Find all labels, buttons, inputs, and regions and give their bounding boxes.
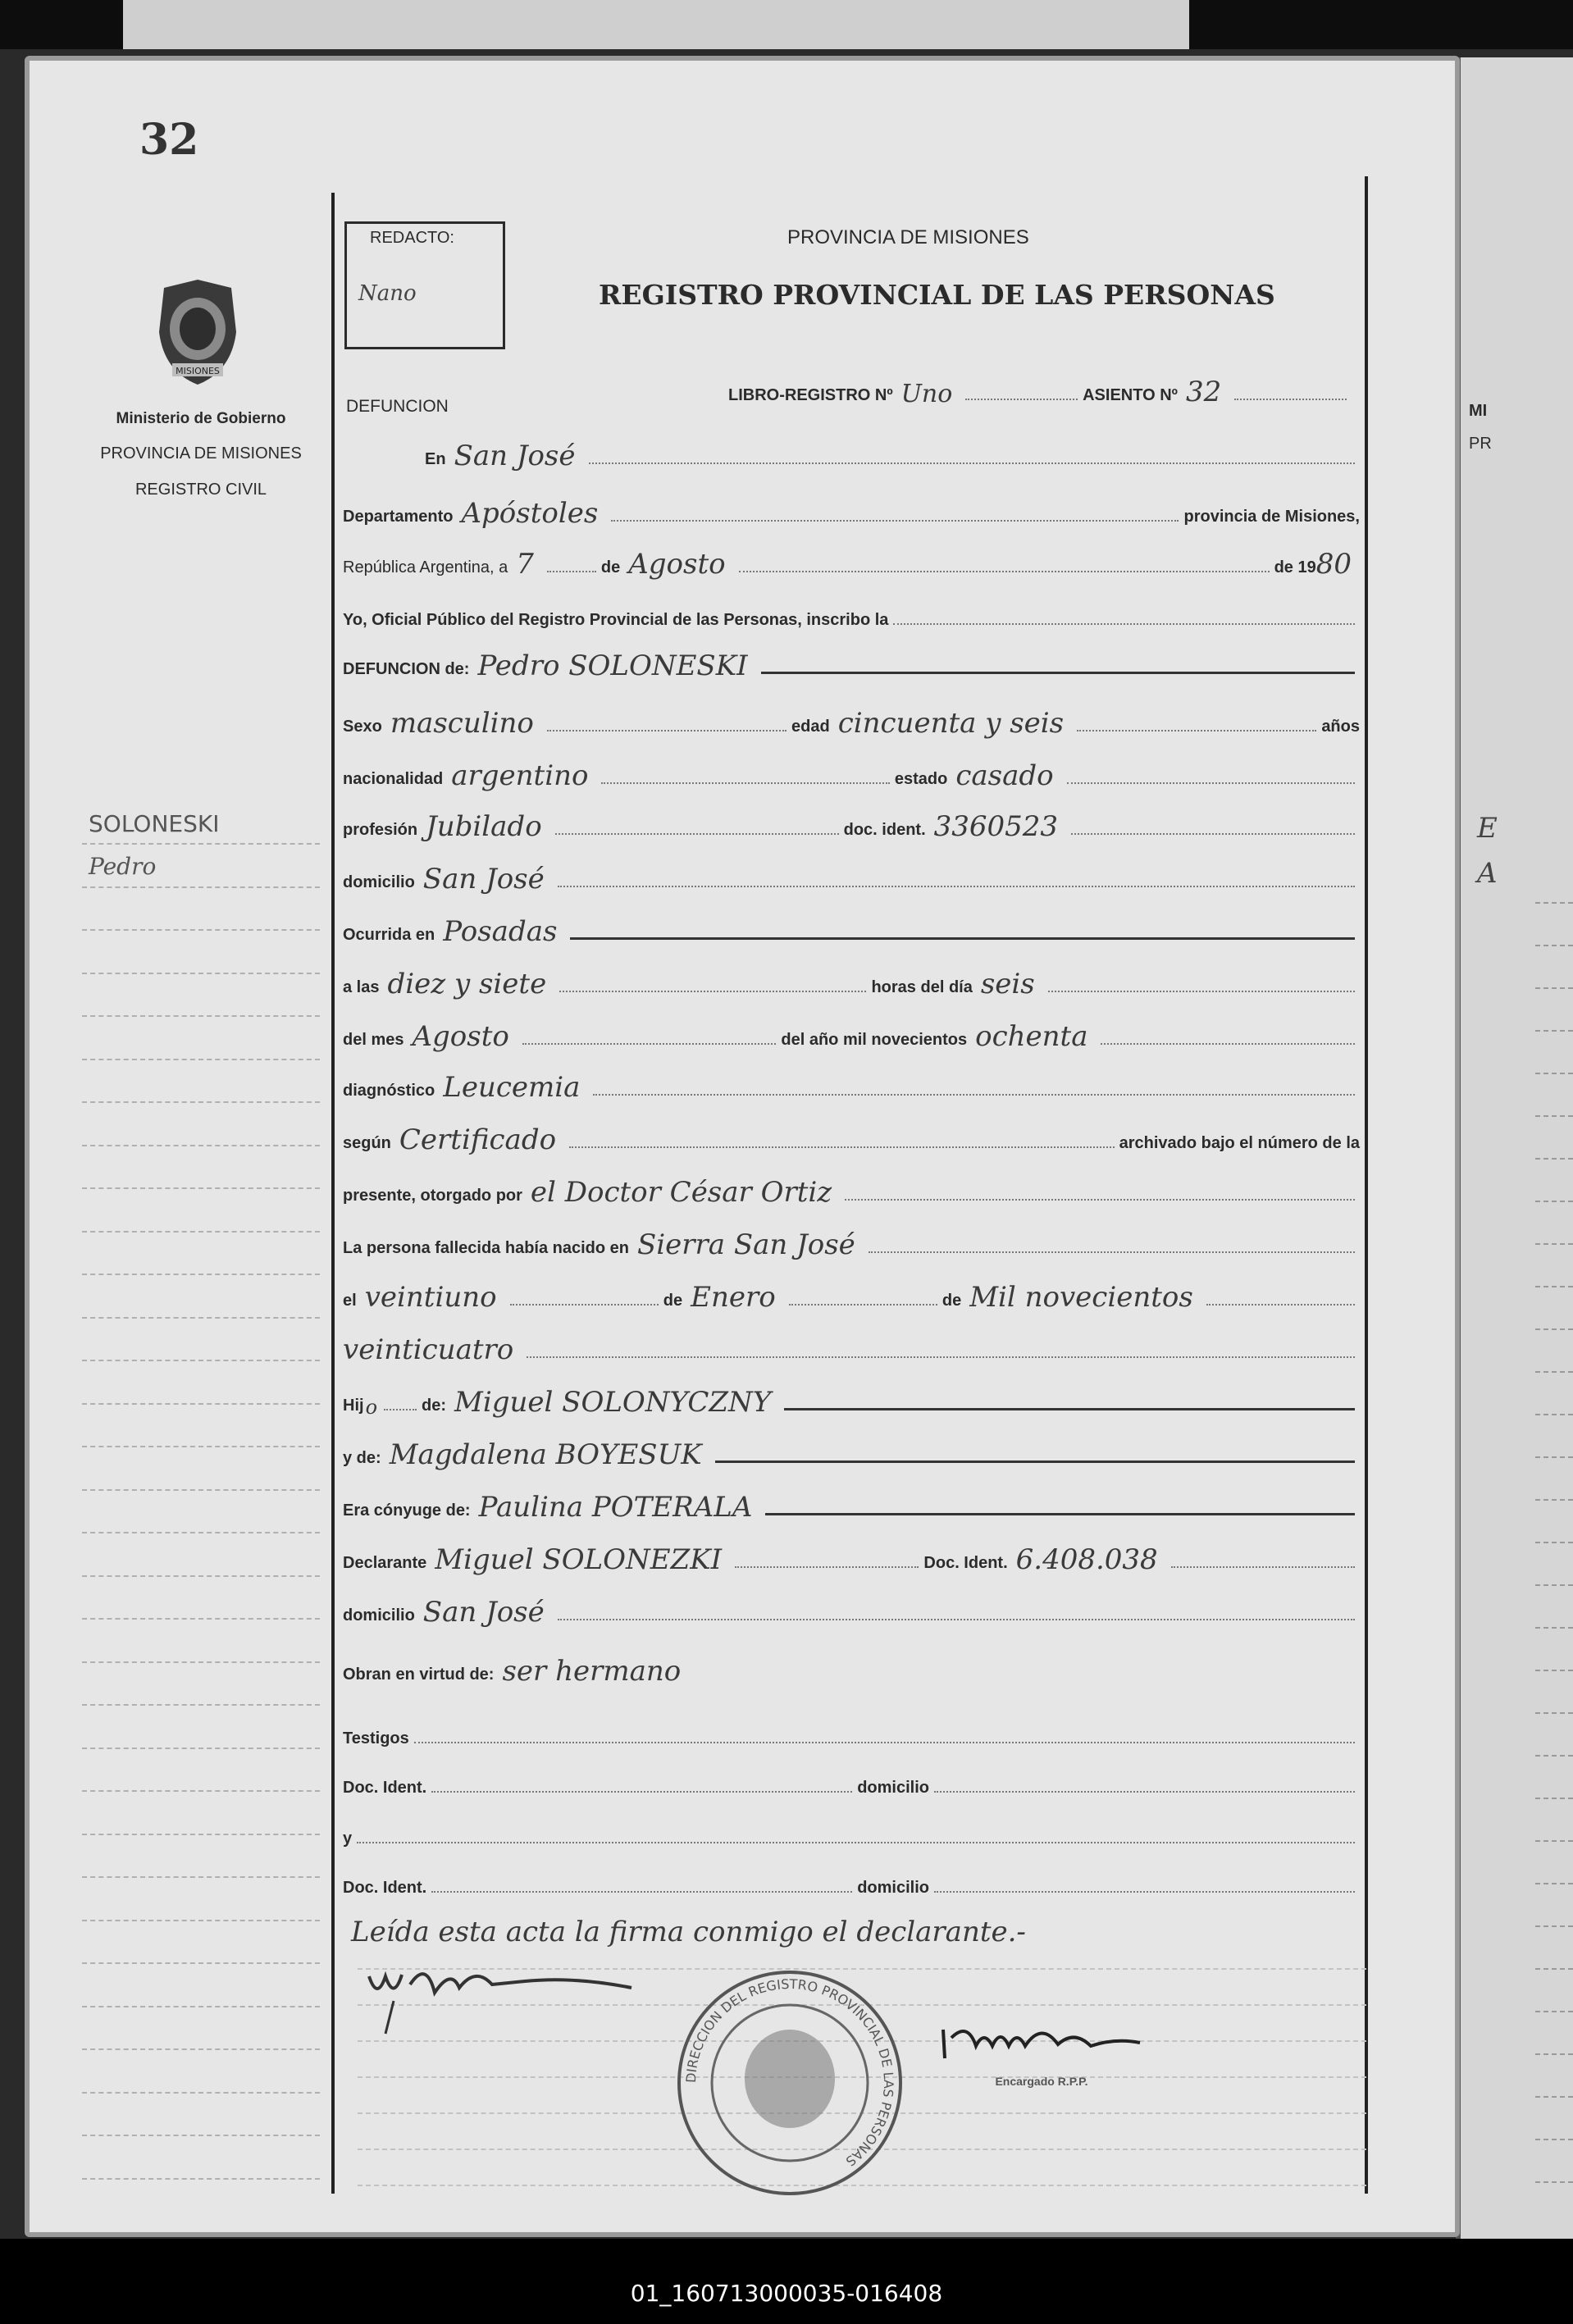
facing-rule-line (1535, 1670, 1573, 1671)
de-mes-label: de (663, 1292, 683, 1310)
margin-rule-line (82, 1790, 320, 1792)
row-profesion (343, 805, 1360, 843)
margin-rule-line (82, 2092, 320, 2094)
margin-rule-line (82, 1532, 320, 1533)
facing-rule-line (1535, 2053, 1573, 2055)
en-label: En (425, 450, 446, 468)
facing-rule-line (1535, 2011, 1573, 2012)
diagnostico-value: Leucemia (443, 1071, 581, 1104)
testigos-label: Testigos (343, 1729, 409, 1748)
margin-rule-line (82, 1446, 320, 1447)
departamento-label: Departamento (343, 508, 454, 526)
facing-rule-line (1535, 1627, 1573, 1629)
margin-rule-line (82, 1403, 320, 1405)
facing-rule-line (1535, 1371, 1573, 1373)
margin-rule-line (82, 886, 320, 888)
facing-rule-line (1535, 1328, 1573, 1330)
row-diagnostico (343, 1066, 1360, 1104)
estado-value: casado (955, 759, 1054, 792)
asiento-value: 32 (1185, 376, 1222, 408)
de-anio-label: de (942, 1292, 962, 1310)
row-madre (343, 1433, 1360, 1471)
facing-rule-line (1535, 1414, 1573, 1415)
profesion-label: profesión (343, 821, 418, 839)
mes-value: Agosto (628, 548, 726, 581)
row-nacido (343, 1224, 1360, 1261)
sexo-label: Sexo (343, 718, 382, 736)
obran-label: Obran en virtud de: (343, 1666, 495, 1684)
facing-rule-line (1535, 945, 1573, 946)
row-hora (343, 963, 1360, 1000)
year-value: 80 (1315, 548, 1352, 581)
facing-rule-line (1535, 1201, 1573, 1202)
edad-label: edad (791, 718, 830, 736)
row-en (343, 435, 1360, 472)
facing-rule-line (1535, 987, 1573, 989)
facing-rule-line (1535, 2181, 1573, 2183)
a-las-label: a las (343, 978, 380, 996)
facing-rule-line (1535, 2096, 1573, 2098)
row-declarante (343, 1538, 1360, 1576)
facing-rule-line (1535, 1755, 1573, 1757)
departamento-value: Apóstoles (461, 497, 599, 530)
el-label: el (343, 1292, 357, 1310)
row-testigo-2 (343, 1863, 1360, 1901)
asiento-label: ASIENTO Nº (1083, 386, 1178, 404)
de-anio-value: Mil novecientos (969, 1281, 1193, 1314)
row-domicilio (343, 858, 1360, 895)
margin-rule-line (82, 2178, 320, 2180)
hijo-suffix: o (365, 1396, 378, 1419)
libro-value: Uno (900, 380, 953, 408)
decl-doc-value: 6.408.038 (1015, 1543, 1158, 1576)
margin-rule-line (82, 973, 320, 974)
facing-rule-line (1535, 2139, 1573, 2140)
margin-rule-line (82, 1317, 320, 1319)
row-obran (343, 1650, 1360, 1688)
anio-label: del año mil novecientos (781, 1031, 968, 1049)
declarante-label: Declarante (343, 1554, 427, 1572)
domicilio-label: domicilio (343, 873, 415, 891)
right-frame-line (1365, 176, 1368, 2194)
horas-label: horas del día (871, 978, 973, 996)
margin-rule-line (82, 843, 320, 845)
segun-value: Certificado (399, 1123, 557, 1156)
row-y (343, 1814, 1360, 1852)
row-testigo-1 (343, 1763, 1360, 1801)
registry-label: REGISTRO CIVIL (135, 481, 267, 499)
oficial-text: Yo, Oficial Público del Registro Provincial de las Personas, inscribo la (343, 611, 889, 629)
row-mes-anio (343, 1015, 1360, 1053)
presente-value: el Doctor César Ortiz (530, 1176, 832, 1209)
dia-num-value: seis (980, 968, 1035, 1000)
ocurrida-label: Ocurrida en (343, 926, 435, 944)
anio-value: ochenta (975, 1020, 1088, 1053)
dom1-label: domicilio (857, 1779, 930, 1797)
a-las-value: diez y siete (387, 968, 547, 1000)
anio-cont-value: veinticuatro (343, 1333, 514, 1366)
page-title: REGISTRO PROVINCIAL DE LAS PERSONAS (599, 279, 1275, 311)
nacionalidad-value: argentino (451, 759, 589, 792)
row-ocurrida (343, 910, 1360, 948)
nacido-value: Sierra San José (637, 1228, 855, 1261)
facing-rule-line (1535, 1542, 1573, 1543)
row-presente (343, 1171, 1360, 1209)
margin-rule-line (82, 1575, 320, 1577)
decl-domicilio-label: domicilio (343, 1606, 415, 1625)
margin-rule-line (82, 2006, 320, 2007)
act-type: DEFUNCION (346, 397, 449, 416)
row-padre (343, 1381, 1360, 1419)
y-de-label: y de: (343, 1449, 381, 1467)
doc2-label: Doc. Ident. (343, 1879, 427, 1897)
doc-label: doc. ident. (843, 821, 926, 839)
anos-label: años (1321, 718, 1360, 736)
libro-label: LIBRO-REGISTRO Nº (728, 386, 893, 404)
official-seal (671, 1964, 909, 2202)
svg-text:DIRECCION DEL REGISTRO PROVINC: DIRECCION DEL REGISTRO PROVINCIAL DE LAS PERSONAS (682, 1975, 897, 2170)
row-segun (343, 1119, 1360, 1156)
margin-rule-line (82, 1618, 320, 1620)
ministry-label: Ministerio de Gobierno (116, 410, 286, 427)
y-label: y (343, 1830, 353, 1848)
libro-asiento-row (728, 371, 1352, 408)
facing-rule-line (1535, 1584, 1573, 1586)
del-mes-value: Agosto (412, 1020, 509, 1053)
margin-rule-line (82, 2048, 320, 2050)
facing-rule-line (1535, 1158, 1573, 1160)
margin-rule-line (82, 1748, 320, 1749)
facing-rule-line (1535, 1798, 1573, 1799)
profesion-value: Jubilado (426, 810, 542, 843)
hijo-de-label: de: (422, 1397, 447, 1415)
archivado-text: archivado bajo el número de la (1119, 1134, 1360, 1152)
nacionalidad-label: nacionalidad (343, 770, 444, 788)
margin-rule-line (82, 2135, 320, 2136)
officer-signature (935, 2013, 1148, 2071)
row-defuncion (343, 645, 1360, 682)
facing-rule-line (1535, 1243, 1573, 1245)
scan-code: 01_160713000035-016408 (630, 2280, 943, 2307)
facing-rule-line (1535, 1883, 1573, 1884)
margin-rule-line (82, 929, 320, 931)
domicilio-value: San José (422, 863, 545, 895)
facing-fragment-3: E (1477, 812, 1498, 845)
conyuge-label: Era cónyuge de: (343, 1501, 471, 1520)
facing-rule-line (1535, 1286, 1573, 1287)
sexo-value: masculino (390, 707, 534, 740)
row-sexo-edad (343, 702, 1360, 740)
del-mes-label: del mes (343, 1031, 404, 1049)
margin-rule-line (82, 1015, 320, 1017)
edad-value: cincuenta y seis (837, 707, 1065, 740)
row-decl-domicilio (343, 1591, 1360, 1629)
facing-fragment-2: PR (1469, 435, 1492, 453)
margin-rule-line (82, 1704, 320, 1706)
decl-doc-label: Doc. Ident. (923, 1554, 1008, 1572)
margin-rule-line (82, 1231, 320, 1233)
declarant-signature (361, 1952, 656, 2042)
facing-fragment-1: MI (1469, 402, 1488, 420)
conyuge-value: Paulina POTERALA (478, 1491, 753, 1524)
redacto-value: Nano (358, 281, 417, 306)
margin-rule-line (82, 1101, 320, 1103)
madre-value: Magdalena BOYESUK (389, 1438, 702, 1471)
margin-rule-line (82, 1661, 320, 1663)
facing-rule-line (1535, 1925, 1573, 1927)
facing-fragment-4: A (1477, 857, 1498, 890)
row-oficial (343, 595, 1360, 633)
header-province: PROVINCIA DE MISIONES (787, 226, 1029, 248)
de-year-label: de 19 (1274, 558, 1316, 576)
facing-page (1456, 57, 1573, 2239)
row-conyuge (343, 1486, 1360, 1524)
margin-rule-line (82, 1187, 320, 1189)
republica-label: República Argentina, a (343, 558, 508, 576)
row-departamento (343, 492, 1360, 530)
row-nacionalidad (343, 754, 1360, 792)
presente-label: presente, otorgado por (343, 1187, 522, 1205)
margin-rule-line (82, 1145, 320, 1146)
row-nacimiento-fecha (343, 1276, 1360, 1314)
padre-value: Miguel SOLONYCZNY (454, 1386, 772, 1419)
facing-rule-line (1535, 1073, 1573, 1074)
margin-rule-line (82, 1360, 320, 1361)
doc-value: 3360523 (933, 810, 1059, 843)
page-number: 32 (139, 115, 199, 165)
officer-caption: Encargado R.P.P. (995, 2075, 1088, 2088)
facing-rule-line (1535, 1840, 1573, 1842)
defuncion-value: Pedro SOLONESKI (477, 649, 748, 682)
facing-rule-line (1535, 1456, 1573, 1458)
left-frame-line (331, 193, 335, 2194)
redacto-label: REDACTO: (370, 229, 454, 247)
de-mes-value: Enero (691, 1281, 776, 1314)
hijo-label: Hij (343, 1397, 364, 1415)
margin-rule-line (82, 1962, 320, 1964)
dia-value: 7 (516, 548, 534, 581)
facing-rule-line (1535, 1712, 1573, 1714)
facing-rule-line (1535, 1968, 1573, 1970)
provincia-text: provincia de Misiones, (1183, 508, 1360, 526)
declarante-value: Miguel SOLONEZKI (435, 1543, 723, 1576)
estado-label: estado (894, 770, 948, 788)
margin-rule-line (82, 1920, 320, 1921)
en-value: San José (454, 440, 576, 472)
dom2-label: domicilio (857, 1879, 930, 1897)
de-label: de (600, 558, 621, 576)
el-value: veintiuno (364, 1281, 497, 1314)
row-anio-cont (343, 1328, 1360, 1366)
obran-value: ser hermano (502, 1655, 682, 1688)
margin-rule-line (82, 1274, 320, 1275)
facing-rule-line (1535, 902, 1573, 904)
diagnostico-label: diagnóstico (343, 1082, 435, 1100)
decl-domicilio-value: San José (422, 1596, 545, 1629)
defuncion-label: DEFUNCION de: (343, 660, 470, 678)
closing-text: Leída esta acta la firma conmigo el declarante.- (351, 1916, 1026, 1948)
doc1-label: Doc. Ident. (343, 1779, 427, 1797)
margin-rule-line (82, 1059, 320, 1060)
nacido-label: La persona fallecida había nacido en (343, 1239, 629, 1257)
margin-rule-line (82, 1876, 320, 1878)
margin-annotation-surname: SOLONESKI (89, 810, 220, 837)
margin-rule-line (82, 1834, 320, 1835)
facing-rule-line (1535, 1499, 1573, 1501)
redacto-box (344, 221, 505, 349)
province-label: PROVINCIA DE MISIONES (100, 444, 302, 463)
ocurrida-value: Posadas (443, 915, 558, 948)
margin-annotation-name: Pedro (89, 853, 157, 880)
row-testigos (343, 1714, 1360, 1752)
row-closing (343, 1911, 1360, 1948)
facing-rule-line (1535, 1115, 1573, 1117)
facing-rule-line (1535, 1030, 1573, 1032)
provincial-emblem (148, 275, 248, 390)
row-fecha (343, 543, 1360, 581)
margin-rule-line (82, 1489, 320, 1491)
svg-text:MISIONES: MISIONES (176, 366, 220, 376)
segun-label: según (343, 1134, 391, 1152)
